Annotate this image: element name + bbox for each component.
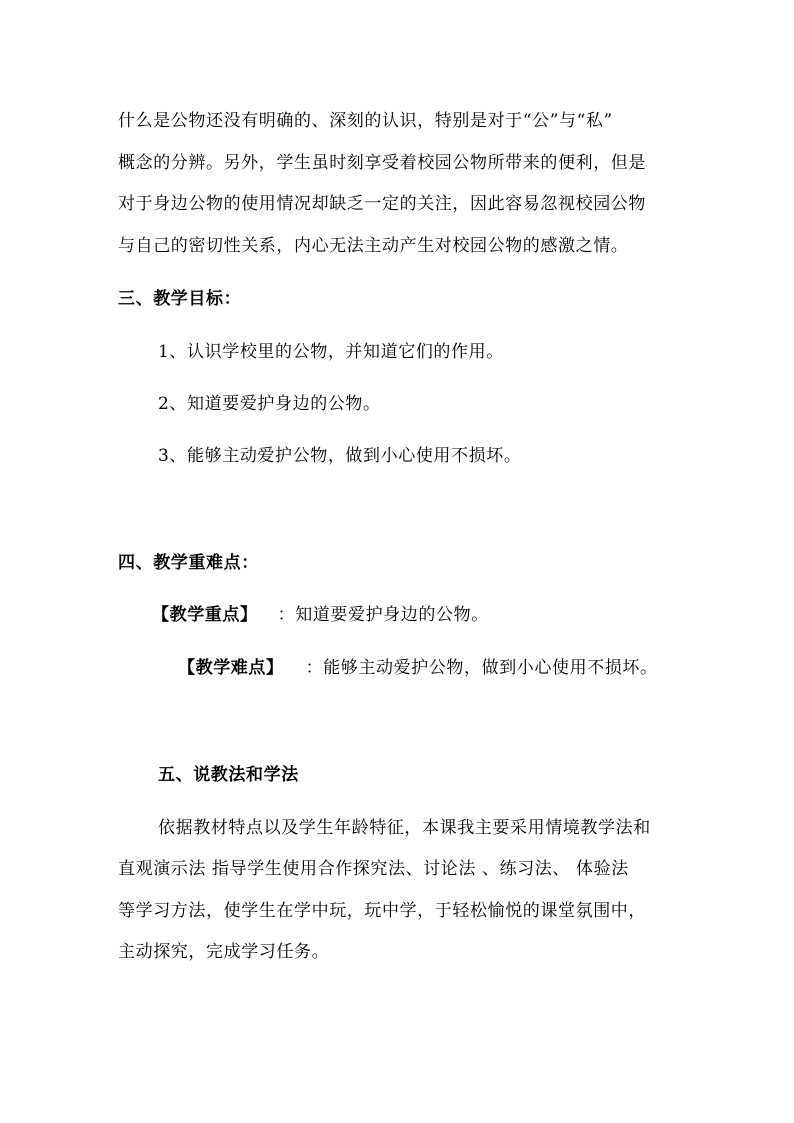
intro-line-1: 什么是公物还没有明确的、深刻的认识，特别是对于“公”与“私” (118, 111, 613, 131)
key-point-row (152, 603, 489, 627)
section-heading: 五、说教法和学法 (158, 765, 299, 785)
goal-item: 1、认识学校里的公物，并知道它们的作用。 (158, 342, 504, 362)
section-heading: 三、教学目标： (118, 289, 242, 309)
difficult-point-row (178, 656, 658, 680)
methods-line-1: 依据教材特点以及学生年龄特征，本课我主要采用情境教学法和 (158, 818, 651, 838)
key-point-label: 【教学重点】 (152, 605, 258, 625)
section-heading: 四、教学重难点： (118, 553, 259, 573)
key-point-text: ：知道要爱护身边的公物。 (277, 605, 489, 625)
goal-item: 3、能够主动爱护公物，做到小心使用不损坏。 (158, 446, 522, 466)
methods-line-2: 直观演示法 指导学生使用合作探究法、讨论法 、练习法、 体验法 (118, 859, 629, 879)
difficult-point-label: 【教学难点】 (178, 658, 284, 678)
difficult-point-text: ：能够主动爱护公物，做到小心使用不损坏。 (305, 658, 658, 678)
intro-line-2: 概念的分辨。另外，学生虽时刻享受着校园公物所带来的便利，但是 (118, 153, 646, 173)
methods-line-4: 主动探究，完成学习任务。 (118, 942, 330, 962)
methods-line-3: 等学习方法，使学生在学中玩，玩中学，于轻松愉悦的课堂氛围中， (118, 901, 646, 921)
intro-line-4: 与自己的密切性关系，内心无法主动产生对校园公物的感激之情。 (118, 236, 629, 256)
intro-line-3: 对于身边公物的使用情况却缺乏一定的关注，因此容易忽视校园公物 (118, 194, 646, 214)
goal-item: 2、知道要爱护身边的公物。 (158, 394, 381, 414)
